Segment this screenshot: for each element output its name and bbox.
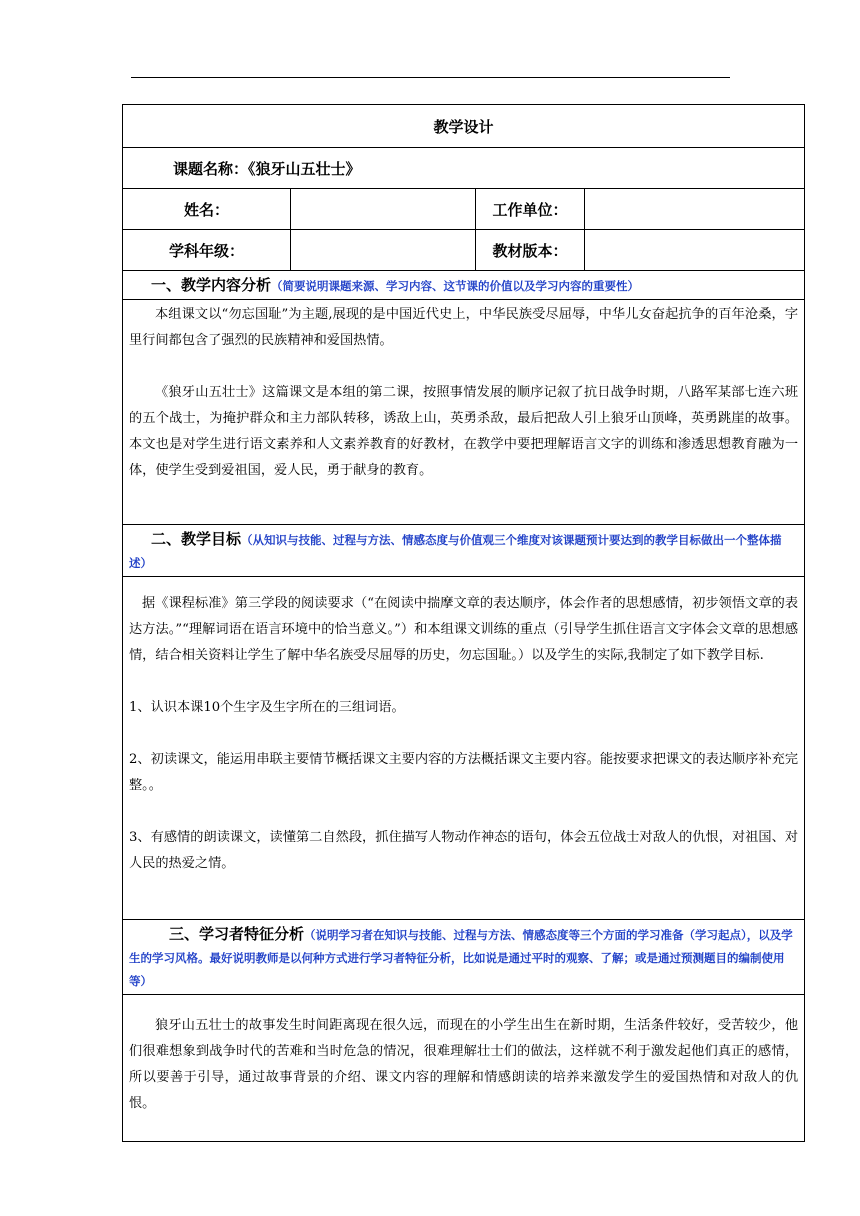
topic-name: 课题名称：《狼牙山五壮士》: [123, 148, 805, 189]
name-label: 姓名：: [123, 189, 291, 230]
section2-paragraph: 2、初读课文，能运用串联主要情节概括课文主要内容的方法概括课文主要内容。能按要求把课文的表达顺序补充完整。。: [129, 752, 799, 793]
section2-paragraph: 1、认识本课10个生字及生字所在的三组词语。: [129, 700, 405, 715]
edition-label: 教材版本：: [476, 230, 585, 271]
section1-title: 一、教学内容分析: [151, 276, 272, 294]
section1-body: [123, 300, 805, 525]
section1-paragraph: 本组课文以“勿忘国耻”为主题,展现的是中国近代史上，中华民族受尽屈辱，中华儿女奋起抗争的百年沧桑，字里行间都包含了强烈的民族精神和爱国热情。: [129, 307, 799, 348]
section3-paragraph: 狼牙山五壮士的故事发生时间距离现在很久远，而现在的小学生出生在新时期，生活条件较好，受苦较少，他们很难想象到战争时代的苦难和当时危急的情况，很难理解壮士们的做法，这样就不利于激发起他们真正的感情，所以要善于引导，通过故事背景的介绍、课文内容的理解和情感朗读的培养来激发学生的爱国热情和对敌人的仇恨。: [129, 1018, 799, 1111]
section3-header-row: [123, 920, 805, 995]
section3-note: （说明学习者在知识与技能、过程与方法、情感态度等三个方面的学习准备（学习起点），以及学生的学习风格。最好说明教师是以何种方式进行学习者特征分析，比如说是通过平时的观察、了解；或是通过预测题目的编制使用等）: [129, 928, 793, 988]
section2-header: [123, 525, 805, 577]
edition-value[interactable]: [585, 230, 805, 271]
unit-label: 工作单位：: [476, 189, 585, 230]
title-row: [123, 105, 805, 148]
grade-value[interactable]: [291, 230, 476, 271]
section3-header: [123, 920, 805, 995]
section1-body-row: [123, 300, 805, 525]
section3-body: [123, 995, 805, 1142]
lesson-plan-table: [122, 104, 805, 1142]
section3-title: 三、学习者特征分析: [169, 925, 305, 943]
section2-body-row: [123, 577, 805, 920]
section1-header-row: [123, 271, 805, 300]
section2-note: （从知识与技能、过程与方法、情感态度与价值观三个维度对该课题预计要达到的教学目标做出一个整体描述）: [129, 533, 782, 570]
header-rule: [131, 77, 730, 78]
doc-title: 教学设计: [123, 105, 805, 148]
section2-paragraph: 3、有感情的朗读课文，读懂第二自然段，抓住描写人物动作神态的语句，体会五位战士对敌人的仇恨，对祖国、对人民的热爱之情。: [129, 830, 799, 871]
section2-body: [123, 577, 805, 920]
section2-paragraph: 据《课程标准》第三学段的阅读要求（“在阅读中揣摩文章的表达顺序，体会作者的思想感情，初步领悟文章的表达方法。”“理解词语在语言环境中的恰当意义。”）和本组课文训练的重点（引导学生抓住语言文字体会文章的思想感情，结合相关资料让学生了解中华名族受尽屈辱的历史，勿忘国耻。）以及学生的实际,我制定了如下教学目标.: [129, 596, 799, 663]
name-row: [123, 189, 805, 230]
name-value[interactable]: [291, 189, 476, 230]
section2-header-row: [123, 525, 805, 577]
topic-row: [123, 148, 805, 189]
unit-value[interactable]: [585, 189, 805, 230]
section2-title: 二、教学目标: [151, 530, 242, 548]
grade-label: 学科年级：: [123, 230, 291, 271]
section1-note: （简要说明课题来源、学习内容、这节课的价值以及学习内容的重要性）: [271, 279, 640, 293]
section1-paragraph: 《狼牙山五壮士》这篇课文是本组的第二课，按照事情发展的顺序记叙了抗日战争时期，八路军某部七连六班的五个战士，为掩护群众和主力部队转移，诱敌上山，英勇杀敌，最后把敌人引上狼牙山顶峰，英勇跳崖的故事。本文也是对学生进行语文素养和人文素养教育的好教材，在教学中要把理解语言文字的训练和渗透思想教育融为一体，使学生受到爱祖国，爱人民，勇于献身的教育。: [129, 385, 799, 478]
section1-header: [123, 271, 805, 300]
section3-body-row: [123, 995, 805, 1142]
grade-row: [123, 230, 805, 271]
